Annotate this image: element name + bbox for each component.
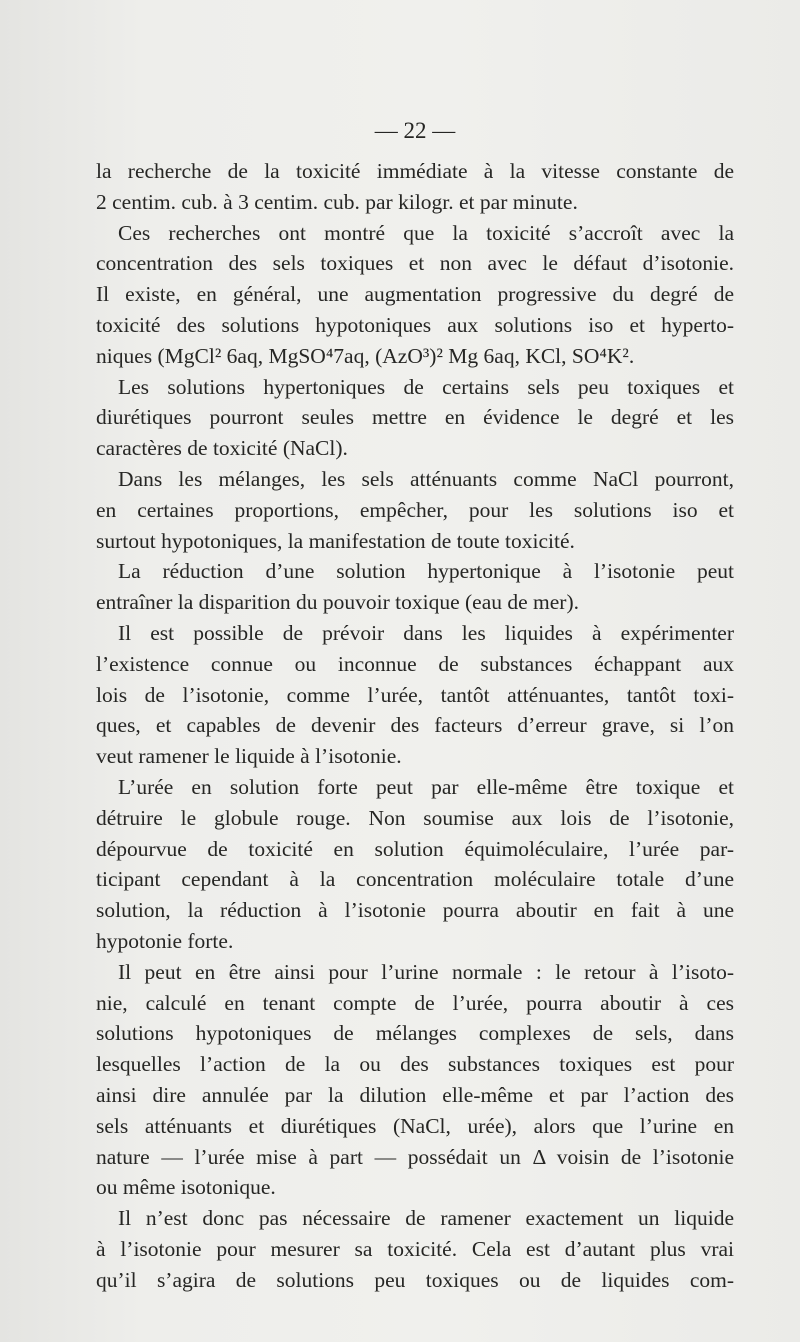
text-line: Dans les mélanges, les sels atténuants comme NaCl pourront, [118,466,734,491]
text-line: détruire le globule rouge. Non soumise aux lois de l’isotonie, [96,805,734,830]
text-line: 2 centim. cub. à 3 centim. cub. par kilogr. et par minute. [96,189,578,214]
text-line: veut ramener le liquide à l’isotonie. [96,744,402,769]
text-line: ticipant cependant à la concentration moléculaire totale d’une [96,867,734,892]
text-line: solutions hypotoniques de mélanges complexes de sels, dans [96,1021,734,1046]
text-line: toxicité des solutions hypotoniques aux solutions iso et hyperto- [96,312,734,337]
text-line: Il est possible de prévoir dans les liquides à expérimenter [118,620,734,645]
text-line: ou même isotonique. [96,1175,276,1200]
text-line: nie, calculé en tenant compte de l’urée, pourra aboutir à ces [96,990,734,1015]
text-line: qu’il s’agira de solutions peu toxiques ou de liquides com- [96,1267,734,1292]
body-text [96,156,734,1295]
text-line: niques (MgCl² 6aq, MgSO⁴7aq, (AzO³)² Mg 6aq, KCl, SO⁴K². [96,343,635,368]
text-line: hypotonie forte. [96,928,234,953]
text-line: ainsi dire annulée par la dilution elle-même et par l’action des [96,1082,734,1107]
text-line: dépourvue de toxicité en solution équimoléculaire, l’urée par- [96,836,734,861]
text-line: nature — l’urée mise à part — possédait un Δ voisin de l’isotonie [96,1144,734,1169]
text-line: solution, la réduction à l’isotonie pourra aboutir en fait à une [96,898,734,923]
text-line: L’urée en solution forte peut par elle-même être toxique et [118,774,734,799]
page-number: — 22 — [374,118,456,143]
text-line: lois de l’isotonie, comme l’urée, tantôt atténuantes, tantôt toxi- [96,682,734,707]
text-line: la recherche de la toxicité immédiate à la vitesse constante de [96,159,734,183]
text-line: Les solutions hypertoniques de certains sels peu toxiques et [118,374,734,399]
text-line: Il peut en être ainsi pour l’urine normale : le retour à l’isoto- [118,959,734,984]
text-line: diurétiques pourront seules mettre en évidence le degré et les [96,405,734,430]
text-line: sels atténuants et diurétiques (NaCl, urée), alors que l’urine en [96,1113,734,1138]
text-line: surtout hypotoniques, la manifestation de toute toxicité. [96,528,575,553]
text-line: Ces recherches ont montré que la toxicité s’accroît avec la [118,220,734,245]
text-line: concentration des sels toxiques et non avec le défaut d’isotonie. [96,251,734,276]
text-line: en certaines proportions, empêcher, pour les solutions iso et [96,497,734,522]
text-line: La réduction d’une solution hypertonique à l’isotonie peut [118,559,734,584]
text-line: l’existence connue ou inconnue de substances échappant aux [96,651,734,676]
text-line: ques, et capables de devenir des facteurs d’erreur grave, si l’on [96,713,734,738]
text-line: Il n’est donc pas nécessaire de ramener exactement un liquide [118,1206,734,1231]
text-line: Il existe, en général, une augmentation progressive du degré de [96,282,734,307]
text-line: caractères de toxicité (NaCl). [96,436,348,461]
text-line: lesquelles l’action de la ou des substances toxiques est pour [96,1052,734,1077]
text-line: à l’isotonie pour mesurer sa toxicité. Cela est d’autant plus vrai [96,1236,734,1261]
text-line: entraîner la disparition du pouvoir toxique (eau de mer). [96,590,579,615]
